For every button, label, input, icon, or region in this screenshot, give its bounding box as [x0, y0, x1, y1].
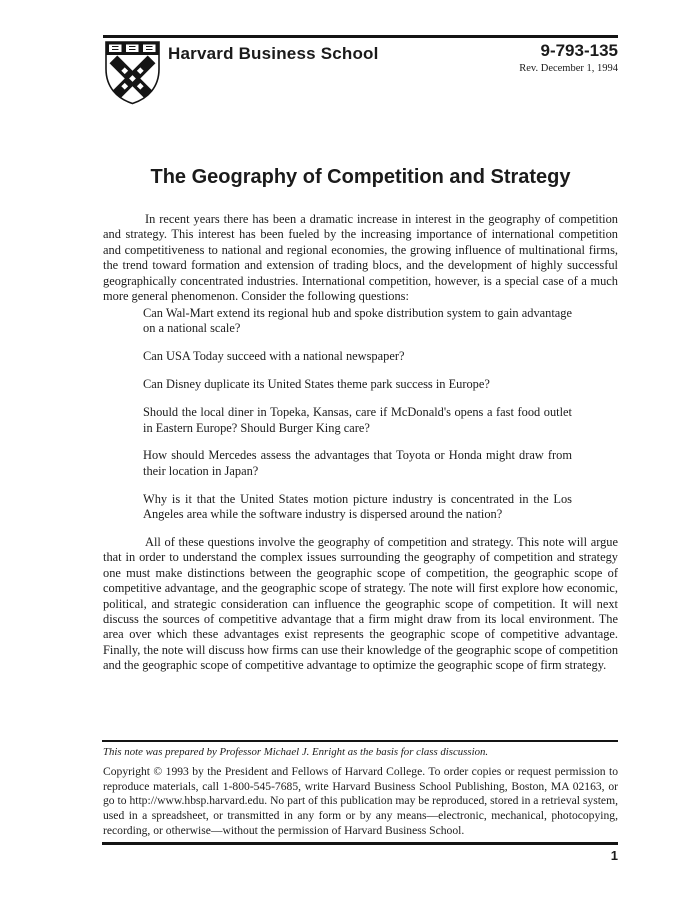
question-item-usatoday: Can USA Today succeed with a national newspaper?: [143, 349, 405, 364]
question-item-mcdonalds: Should the local diner in Topeka, Kansas, care if McDonald's opens a fast food outlet in Eastern Europe? Should Burger King care?: [143, 405, 572, 435]
page-number: 1: [610, 848, 618, 863]
question-item-disney: Can Disney duplicate its United States theme park success in Europe?: [143, 377, 490, 392]
question-item-mercedes: How should Mercedes assess the advantages that Toyota or Honda might draw from their location in Japan?: [143, 448, 572, 478]
page-footer-divider: [102, 842, 618, 845]
question-item-motion-picture: Why is it that the United States motion picture industry is concentrated in the Los Angeles area while the software industry is dispersed around the nation?: [143, 491, 572, 522]
footnote-divider: [102, 740, 618, 742]
hbs-shield-icon: [104, 41, 161, 105]
question-item-walmart: Can Wal-Mart extend its regional hub and spoke distribution system to gain advantage on a national scale?: [143, 306, 572, 336]
school-name: Harvard Business School: [168, 44, 379, 63]
page-title: The Geography of Competition and Strategy: [150, 166, 571, 188]
revision-date: Rev. December 1, 1994: [519, 63, 618, 74]
document-number: 9-793-135: [540, 41, 618, 60]
preparation-note: This note was prepared by Professor Michael J. Enright as the basis for class discussion.: [103, 746, 489, 758]
overview-paragraph: All of these questions involve the geography of competition and strategy. This note will argue that in order to understand the complex issues surrounding the geography of competition and strategy one must make distinctions between the geographic scope of competition, the geographic scope of competitive advantage, and the geographic scope of strategy. The note will first explore how economic, political, and strategic consideration can influence the geographic scope of competition. It will next discuss the sources of competitive advantage that a firm might draw from its local environment. The area over which these advantages exist represents the geographic scope of competitive advantage. Finally, the note will discuss how firms can use their knowledge of the geographic scope of competition and the geographic scope of competitive advantage to optimize the geographic scope of firm strategy.: [103, 535, 619, 673]
question-list: [143, 306, 572, 535]
intro-paragraph: In recent years there has been a dramatic increase in interest in the geography of competition and strategy. This interest has been fueled by the increasing importance of international competition and competitiveness to national and regional economies, the growing influence of multinational firms, the trend toward formation and extension of trading blocs, and the development of highly successful geographically concentrated industries. International competition, however, is a special case of a much more general phenomenon. Consider the following questions:: [103, 212, 618, 304]
header-divider: [103, 35, 618, 38]
copyright-notice: Copyright © 1993 by the President and Fellows of Harvard College. To order copies or request permission to reproduce materials, call 1-800-545-7685, write Harvard Business School Publishing, Boston, MA 02163, or go to http://www.hbsp.harvard.edu. No part of this publication may be reproduced, stored in a retrieval system, used in a spreadsheet, or transmitted in any form or by any means—electronic, mechanical, photocopying, recording, or otherwise—without the permission of Harvard Business School.: [103, 765, 618, 837]
